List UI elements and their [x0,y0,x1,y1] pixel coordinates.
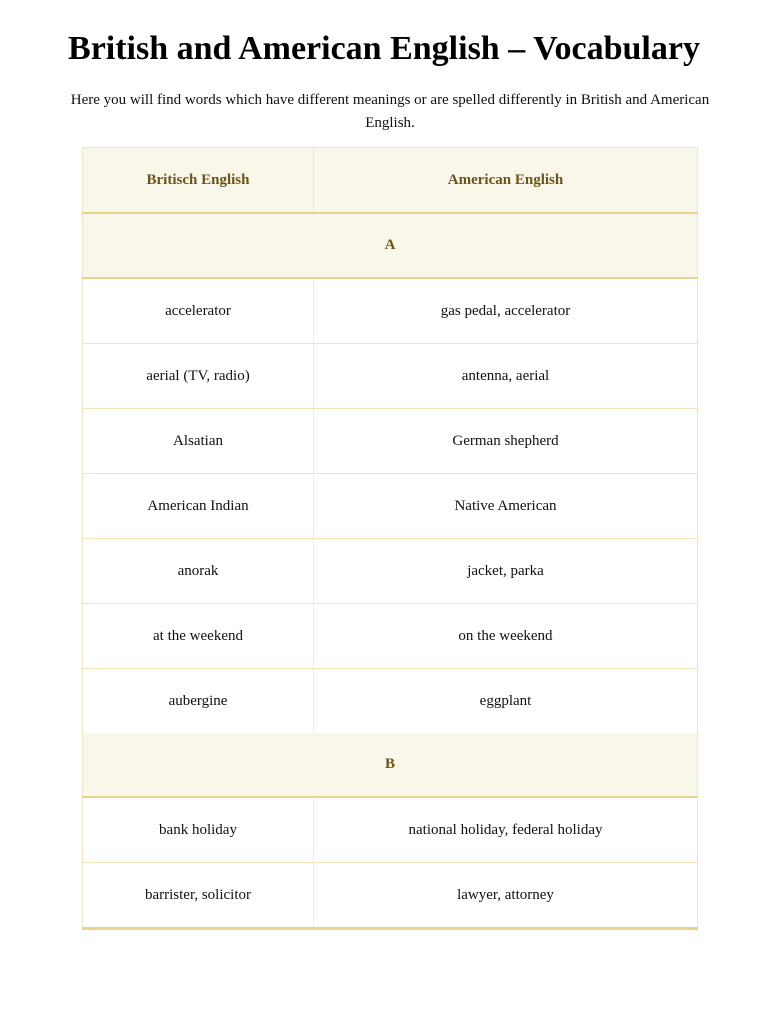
table-row [83,409,698,474]
table-row [83,474,698,539]
american-word: on the weekend [314,604,698,669]
intro-text: Here you will find words which have different meanings or are spelled differently in British and American English. [70,92,710,131]
british-word: Alsatian [83,409,314,474]
table-row [83,539,698,604]
american-word: jacket, parka [314,539,698,604]
column-header-british: Britisch English [83,148,314,214]
section-row-b [83,733,698,797]
table-row [83,797,698,863]
american-word: German shepherd [314,409,698,474]
table-row [83,278,698,344]
table-row [83,344,698,409]
table-row [83,669,698,734]
british-word: aerial (TV, radio) [83,344,314,409]
british-word: anorak [83,539,314,604]
table-row [83,604,698,669]
british-word: aubergine [83,669,314,734]
british-word: barrister, solicitor [83,863,314,929]
american-word: Native American [314,474,698,539]
american-word: lawyer, attorney [314,863,698,929]
section-letter: A [83,213,698,278]
american-word: gas pedal, accelerator [314,278,698,344]
british-word: bank holiday [83,797,314,863]
table-row [83,863,698,929]
section-letter: B [83,733,698,797]
british-word: at the weekend [83,604,314,669]
page-title: British and American English – Vocabulary [68,30,700,67]
british-word: American Indian [83,474,314,539]
table-header-row [83,148,698,214]
vocabulary-table [82,147,698,930]
american-word: antenna, aerial [314,344,698,409]
american-word: eggplant [314,669,698,734]
column-header-american: American English [314,148,698,214]
section-row-a [83,213,698,278]
british-word: accelerator [83,278,314,344]
american-word: national holiday, federal holiday [314,797,698,863]
